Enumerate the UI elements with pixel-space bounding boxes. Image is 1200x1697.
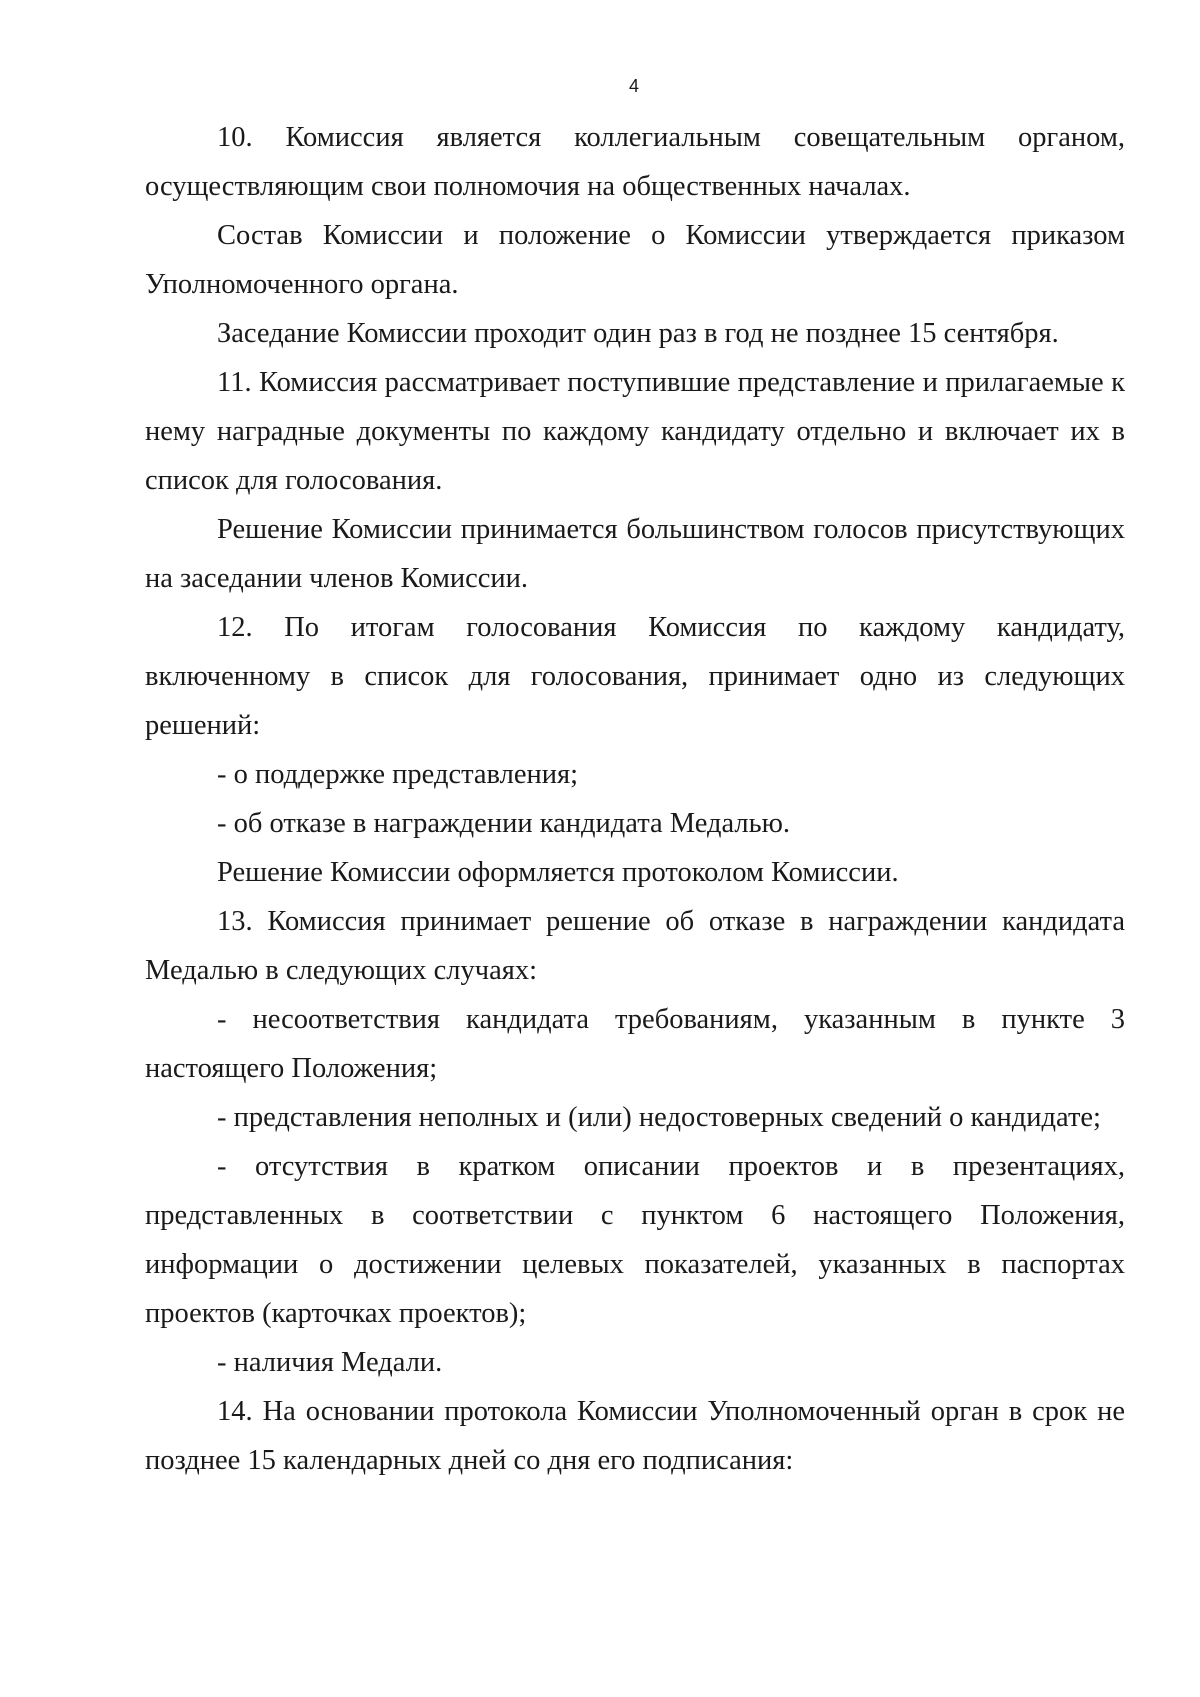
paragraph-decision-majority: Решение Комиссии принимается большинством голосов присутствующих на заседании членов Комиссии. [145, 514, 1125, 594]
page-number: 4 [628, 76, 639, 96]
paragraph-decision-protocol: Решение Комиссии оформляется протоколом Комиссии. [217, 857, 899, 888]
paragraph-14: 14. На основании протокола Комиссии Уполномоченный орган в срок не позднее 15 календарных дней со дня его подписания: [145, 1396, 1125, 1476]
list-item-noncompliance: - несоответствия кандидата требованиям, указанным в пункте 3 настоящего Положения; [145, 1004, 1125, 1084]
paragraph-11: 11. Комиссия рассматривает поступившие представление и прилагаемые к нему наградные документы по каждому кандидату отдельно и включает их в список для голосования. [145, 367, 1125, 496]
paragraph-13: 13. Комиссия принимает решение об отказе в награждении кандидата Медалью в следующих случаях: [145, 906, 1125, 986]
paragraph-meeting-schedule: Заседание Комиссии проходит один раз в год не позднее 15 сентября. [217, 318, 1059, 349]
list-item-support: - о поддержке представления; [217, 759, 579, 790]
paragraph-12: 12. По итогам голосования Комиссия по каждому кандидату, включенному в список для голосования, принимает одно из следующих решений: [145, 612, 1125, 741]
document-body [145, 113, 1125, 1485]
list-item-missing-indicators: - отсутствия в кратком описании проектов и в презентациях, представленных в соответствии с пунктом 6 настоящего Положения, информации о достижении целевых показателей, указанных в паспортах проектов (карточках проектов); [145, 1151, 1125, 1329]
list-item-refusal: - об отказе в награждении кандидата Медалью. [217, 808, 791, 839]
paragraph-10: 10. Комиссия является коллегиальным совещательным органом, осуществляющим свои полномочия на общественных началах. [145, 122, 1125, 202]
paragraph-commission-composition: Состав Комиссии и положение о Комиссии утверждается приказом Уполномоченного органа. [145, 220, 1125, 300]
list-item-incomplete-info: - представления неполных и (или) недостоверных сведений о кандидате; [217, 1102, 1101, 1133]
list-item-existing-medal: - наличия Медали. [217, 1347, 443, 1378]
